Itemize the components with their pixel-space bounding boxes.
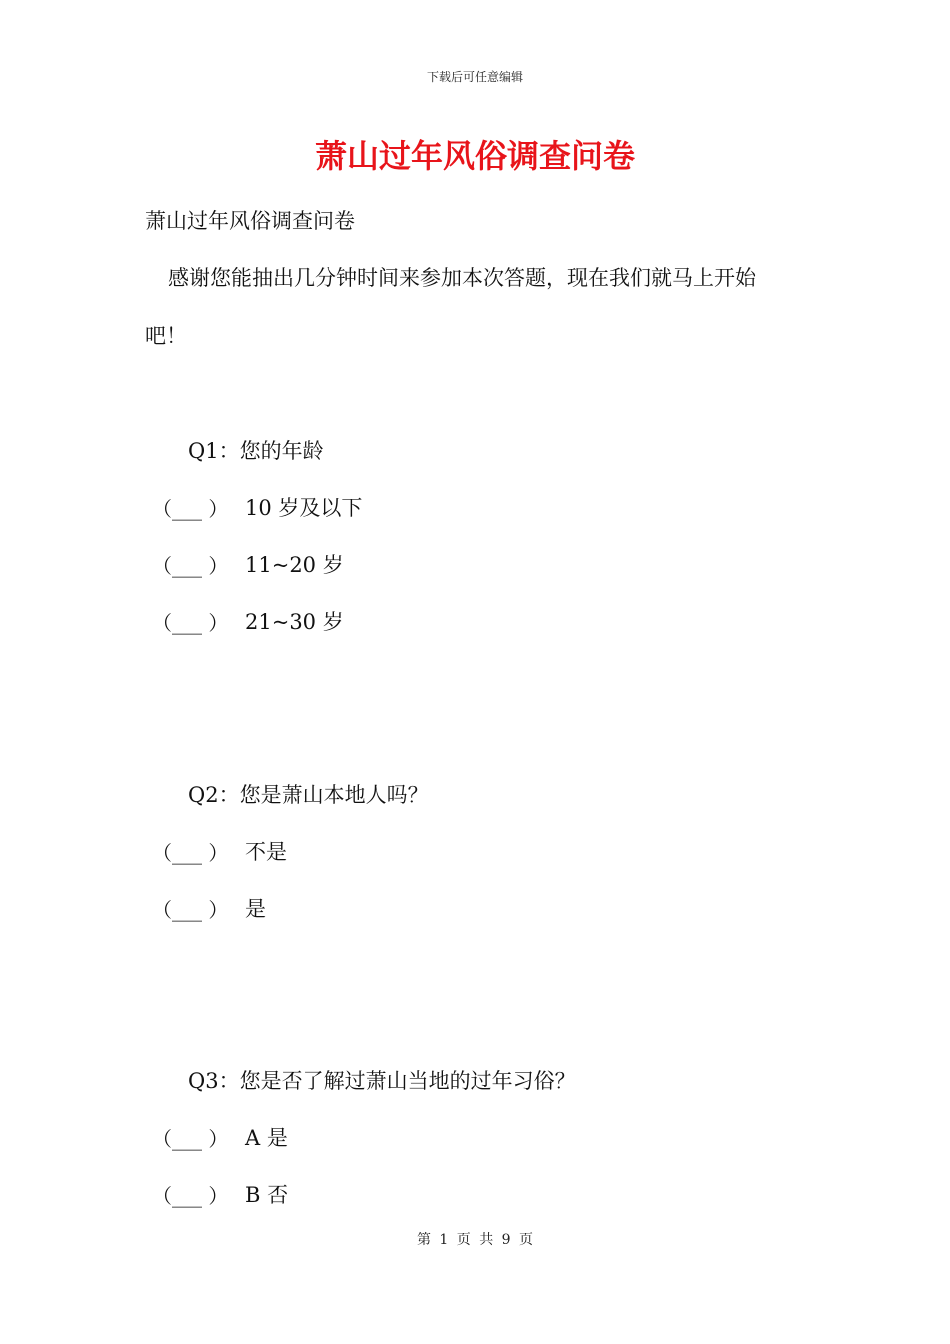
answer-blank[interactable]: （___ ）: [152, 1127, 229, 1151]
answer-blank[interactable]: （___ ）: [152, 497, 229, 521]
header-note: 下载后可任意编辑: [426, 70, 523, 84]
answer-blank[interactable]: （___ ）: [152, 554, 229, 578]
document-title: 萧山过年风俗调查问卷: [314, 137, 635, 175]
answer-blank[interactable]: （___ ）: [152, 898, 229, 922]
intro-text-line-2: 吧！: [145, 324, 187, 348]
option-text: 10 岁及以下: [245, 496, 363, 520]
document-subtitle: 萧山过年风俗调查问卷: [145, 209, 355, 233]
page-footer: 第 1 页 共 9 页: [416, 1232, 534, 1248]
option-text: 是: [245, 897, 266, 921]
option-text: 不是: [245, 840, 287, 864]
answer-blank[interactable]: （___ ）: [152, 1184, 229, 1208]
question-1-label: Q1：您的年龄: [188, 439, 324, 463]
question-3-label: Q3：您是否了解过萧山当地的过年习俗？: [188, 1069, 576, 1093]
option-text: A 是: [245, 1126, 288, 1150]
answer-blank[interactable]: （___ ）: [152, 611, 229, 635]
answer-blank[interactable]: （___ ）: [152, 841, 229, 865]
question-2-label: Q2：您是萧山本地人吗？: [188, 783, 429, 807]
option-text: 11~20 岁: [245, 553, 344, 577]
intro-text-line-1: 感谢您能抽出几分钟时间来参加本次答题，现在我们就马上开始: [168, 266, 756, 290]
option-text: 21~30 岁: [245, 610, 344, 634]
option-text: B 否: [245, 1183, 289, 1207]
